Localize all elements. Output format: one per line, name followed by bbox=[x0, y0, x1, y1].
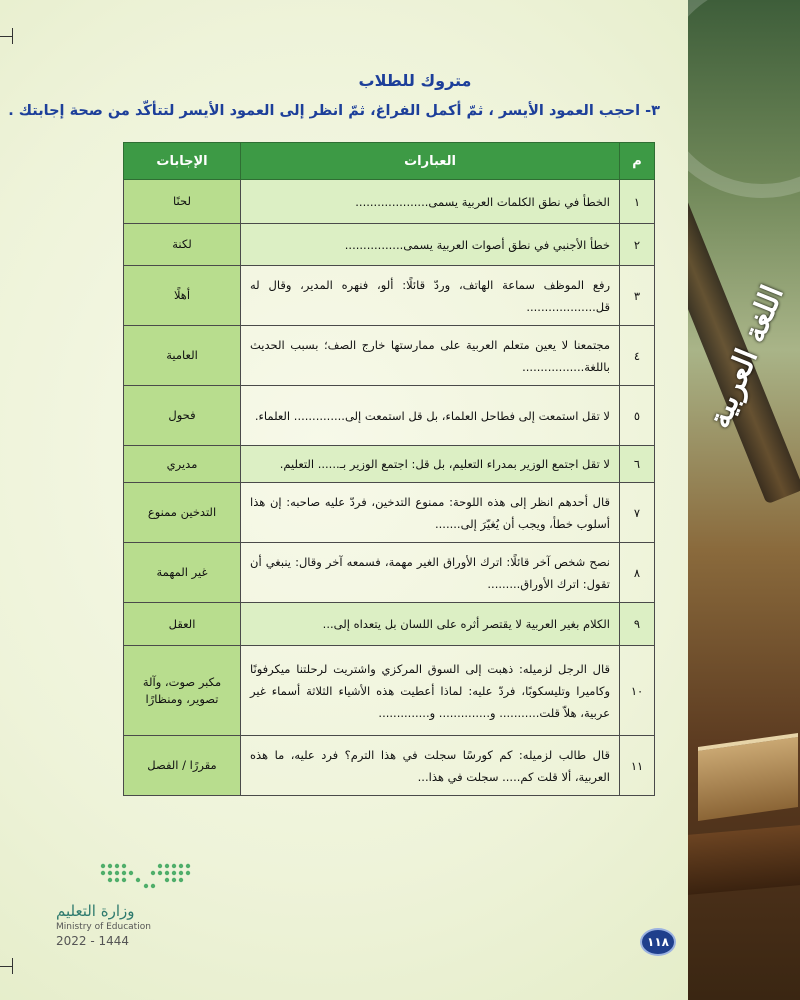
table-row bbox=[124, 603, 655, 646]
header-answers: الإجابات bbox=[124, 143, 241, 180]
row-phrase: نصح شخص آخر قائلًا: اترك الأوراق الغير مهمة، فسمعه آخر وقال: ينبغي أن تقول: اترك الأوراق......... bbox=[241, 543, 620, 603]
table-row bbox=[124, 543, 655, 603]
edition-year: 2022 - 1444 bbox=[56, 934, 130, 948]
row-answer: مقررًا / الفصل bbox=[124, 736, 241, 796]
row-phrase: قال الرجل لزميله: ذهبت إلى السوق المركزي واشتريت لرحلتنا ميكرفونًا وكاميرا وتليسكوبًا، فردّ عليه: لماذا أعطيت هذه الأشياء الثلاثة أسماء غير عربية، هلاّ قلت........... و.............. و.............. bbox=[241, 646, 620, 736]
row-phrase: مجتمعنا لا يعين متعلم العربية على ممارستها خارج الصف؛ بسبب الحديث باللغة................. bbox=[241, 326, 620, 386]
row-number: ٣ bbox=[620, 266, 655, 326]
table-row bbox=[124, 646, 655, 736]
row-answer: العقل bbox=[124, 603, 241, 646]
header-num: م bbox=[620, 143, 655, 180]
row-number: ٦ bbox=[620, 446, 655, 483]
crop-mark bbox=[12, 958, 13, 974]
row-number: ١١ bbox=[620, 736, 655, 796]
row-phrase: الخطأ في نطق الكلمات العربية يسمى.................... bbox=[241, 180, 620, 224]
header-phrases: العبارات bbox=[241, 143, 620, 180]
row-number: ٩ bbox=[620, 603, 655, 646]
row-answer: فحول bbox=[124, 386, 241, 446]
table-row bbox=[124, 266, 655, 326]
row-number: ٤ bbox=[620, 326, 655, 386]
table-row bbox=[124, 483, 655, 543]
row-answer: مديري bbox=[124, 446, 241, 483]
row-number: ١٠ bbox=[620, 646, 655, 736]
row-number: ٥ bbox=[620, 386, 655, 446]
row-number: ٢ bbox=[620, 224, 655, 266]
table-row bbox=[124, 326, 655, 386]
exercise-table bbox=[123, 142, 655, 796]
book-image bbox=[688, 825, 800, 895]
table-row bbox=[124, 224, 655, 266]
row-number: ٧ bbox=[620, 483, 655, 543]
row-answer: أهلًا bbox=[124, 266, 241, 326]
ministry-logo bbox=[56, 860, 196, 948]
section-title: متروك للطلاب bbox=[358, 71, 472, 90]
table-row bbox=[124, 180, 655, 224]
row-answer: لحنًا bbox=[124, 180, 241, 224]
row-answer: مكبر صوت، وآلة تصوير، ومنظارًا bbox=[124, 646, 241, 736]
spine-label: اللغة العربية bbox=[702, 280, 791, 434]
calligraphy-ring bbox=[688, 0, 800, 198]
crop-mark bbox=[0, 36, 12, 37]
table-row bbox=[124, 736, 655, 796]
row-answer: غير المهمة bbox=[124, 543, 241, 603]
row-phrase: قال طالب لزميله: كم كورسًا سجلت في هذا الترم؟ فرد عليه، ما هذه العربية، ألا قلت كم..... سجلت في هذا... bbox=[241, 736, 620, 796]
row-number: ١ bbox=[620, 180, 655, 224]
row-phrase: الكلام بغير العربية لا يقتصر أثره على اللسان بل يتعداه إلى... bbox=[241, 603, 620, 646]
row-phrase: لا تقل استمعت إلى فطاحل العلماء، بل قل استمعت إلى.............. العلماء. bbox=[241, 386, 620, 446]
table-row bbox=[124, 386, 655, 446]
row-answer: لكنة bbox=[124, 224, 241, 266]
ministry-name-english: Ministry of Education bbox=[56, 922, 151, 932]
page-number: ١١٨ bbox=[640, 928, 676, 956]
ministry-name-arabic: وزارة التعليم bbox=[56, 902, 135, 920]
decorative-side-strip bbox=[688, 0, 800, 1000]
row-number: ٨ bbox=[620, 543, 655, 603]
crop-mark bbox=[0, 966, 12, 967]
row-phrase: خطأ الأجنبي في نطق أصوات العربية يسمى................ bbox=[241, 224, 620, 266]
table-header-row bbox=[124, 143, 655, 180]
exercise-instruction: ٣- احجب العمود الأيسر ، ثمّ أكمل الفراغ، ثمّ انظر إلى العمود الأيسر لتتأكّد من صحة إجابتك . bbox=[8, 103, 660, 119]
crop-mark bbox=[12, 28, 13, 44]
row-phrase: لا تقل اجتمع الوزير بمدراء التعليم، بل قل: اجتمع الوزير بـ...... التعليم. bbox=[241, 446, 620, 483]
ministry-dots-icon bbox=[98, 860, 193, 890]
row-answer: العامية bbox=[124, 326, 241, 386]
row-phrase: قال أحدهم انظر إلى هذه اللوحة: ممنوع التدخين، فردّ عليه صاحبه: إن هذا أسلوب خطأ، ويجب أن يُغيّرَ إلى....... bbox=[241, 483, 620, 543]
book-image bbox=[698, 733, 798, 821]
table-row bbox=[124, 446, 655, 483]
row-answer: التدخين ممنوع bbox=[124, 483, 241, 543]
row-phrase: رفع الموظف سماعة الهاتف، وردّ قائلًا: ألو، فنهره المدير، وقال له قل................... bbox=[241, 266, 620, 326]
